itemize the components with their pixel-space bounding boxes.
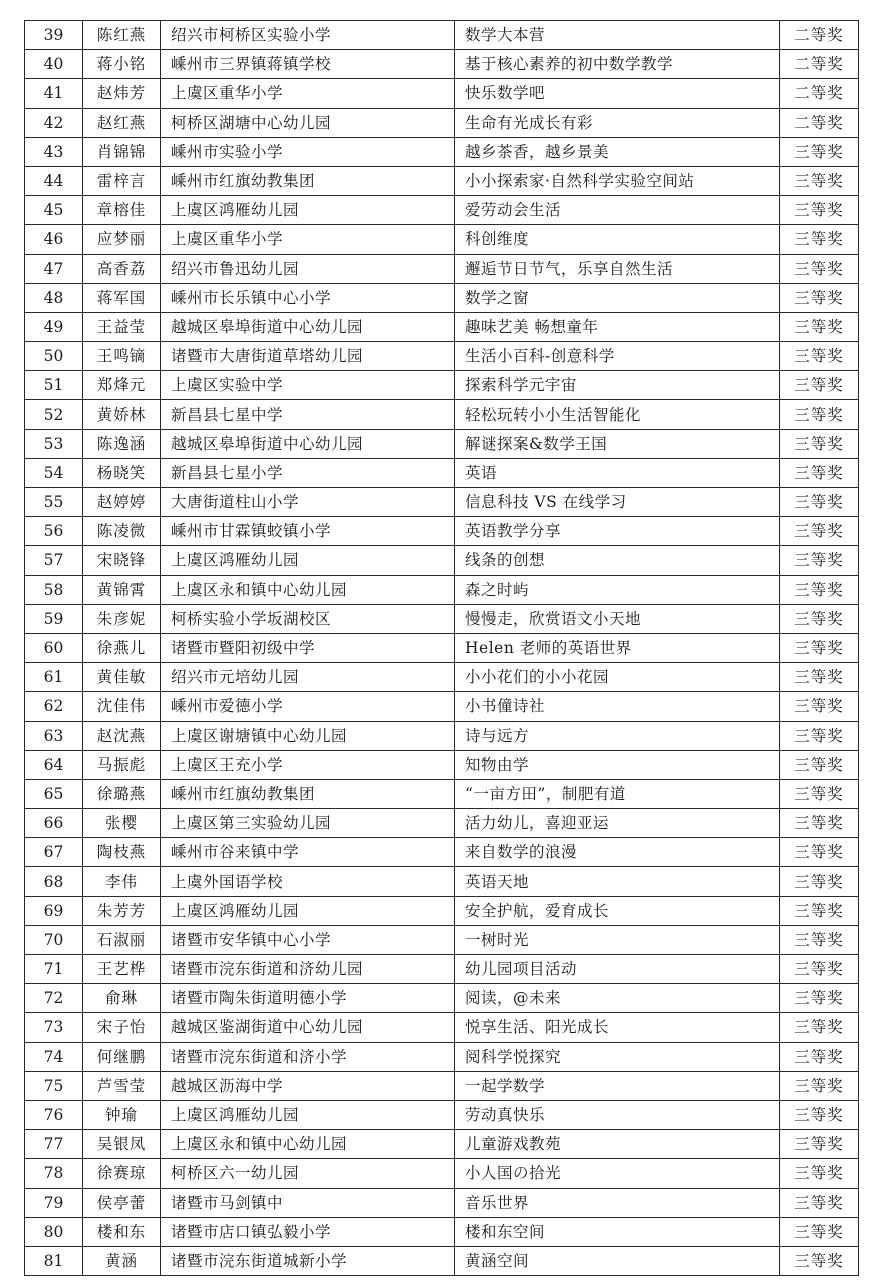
school-name: 上虞区第三实验幼儿园: [161, 809, 455, 838]
table-row: [25, 955, 859, 984]
project-title: 数学大本营: [455, 21, 780, 50]
project-title: 生命有光成长有彩: [455, 108, 780, 137]
project-title: 森之时屿: [455, 575, 780, 604]
school-name: 诸暨市暨阳初级中学: [161, 633, 455, 662]
table-row: [25, 371, 859, 400]
winner-name: 芦雪莹: [83, 1071, 161, 1100]
row-number: 45: [25, 196, 83, 225]
project-title: 一起学数学: [455, 1071, 780, 1100]
project-title: 邂逅节日节气，乐享自然生活: [455, 254, 780, 283]
project-title: 幼儿园项目活动: [455, 955, 780, 984]
winner-name: 肖锦锦: [83, 137, 161, 166]
award-level: 三等奖: [780, 867, 859, 896]
award-level: 三等奖: [780, 1071, 859, 1100]
winner-name: 赵婷婷: [83, 488, 161, 517]
table-row: [25, 984, 859, 1013]
school-name: 柯桥区六一幼儿园: [161, 1159, 455, 1188]
award-level: 三等奖: [780, 1100, 859, 1129]
table-row: [25, 79, 859, 108]
school-name: 越城区沥海中学: [161, 1071, 455, 1100]
row-number: 56: [25, 517, 83, 546]
project-title: 楼和东空间: [455, 1217, 780, 1246]
table-row: [25, 1188, 859, 1217]
winner-name: 张樱: [83, 809, 161, 838]
table-row: [25, 283, 859, 312]
row-number: 68: [25, 867, 83, 896]
award-level: 三等奖: [780, 429, 859, 458]
award-level: 三等奖: [780, 254, 859, 283]
table-row: [25, 1246, 859, 1275]
table-row: [25, 604, 859, 633]
row-number: 77: [25, 1130, 83, 1159]
winner-name: 黄锦霄: [83, 575, 161, 604]
table-row: [25, 108, 859, 137]
table-row: [25, 692, 859, 721]
winner-name: 蒋军国: [83, 283, 161, 312]
row-number: 40: [25, 50, 83, 79]
school-name: 嵊州市红旗幼教集团: [161, 166, 455, 195]
winner-name: 朱彦妮: [83, 604, 161, 633]
school-name: 新昌县七星中学: [161, 400, 455, 429]
winner-name: 赵沈燕: [83, 721, 161, 750]
school-name: 绍兴市鲁迅幼儿园: [161, 254, 455, 283]
school-name: 诸暨市安华镇中心小学: [161, 925, 455, 954]
project-title: 劳动真快乐: [455, 1100, 780, 1129]
winner-name: 高香荔: [83, 254, 161, 283]
school-name: 诸暨市浣东街道城新小学: [161, 1246, 455, 1275]
table-row: [25, 721, 859, 750]
school-name: 嵊州市红旗幼教集团: [161, 779, 455, 808]
project-title: 科创维度: [455, 225, 780, 254]
row-number: 54: [25, 458, 83, 487]
winner-name: 李伟: [83, 867, 161, 896]
table-row: [25, 137, 859, 166]
school-name: 诸暨市店口镇弘毅小学: [161, 1217, 455, 1246]
winner-name: 王鸣镝: [83, 342, 161, 371]
project-title: 小书僮诗社: [455, 692, 780, 721]
school-name: 上虞区永和镇中心幼儿园: [161, 1130, 455, 1159]
table-row: [25, 196, 859, 225]
winner-name: 黄娇林: [83, 400, 161, 429]
winner-name: 宋晓锋: [83, 546, 161, 575]
winner-name: 石淑丽: [83, 925, 161, 954]
table-row: [25, 458, 859, 487]
row-number: 61: [25, 663, 83, 692]
award-level: 三等奖: [780, 1217, 859, 1246]
row-number: 49: [25, 312, 83, 341]
project-title: 阅读，@未来: [455, 984, 780, 1013]
school-name: 上虞区鸿雁幼儿园: [161, 1100, 455, 1129]
table-row: [25, 1130, 859, 1159]
row-number: 51: [25, 371, 83, 400]
table-row: [25, 50, 859, 79]
school-name: 嵊州市爱德小学: [161, 692, 455, 721]
project-title: 黄涵空间: [455, 1246, 780, 1275]
project-title: 儿童游戏教苑: [455, 1130, 780, 1159]
award-level: 三等奖: [780, 196, 859, 225]
winner-name: 黄涵: [83, 1246, 161, 1275]
award-table: [24, 20, 859, 1276]
project-title: 小小花们的小小花园: [455, 663, 780, 692]
award-level: 三等奖: [780, 371, 859, 400]
row-number: 79: [25, 1188, 83, 1217]
school-name: 上虞外国语学校: [161, 867, 455, 896]
table-row: [25, 1217, 859, 1246]
row-number: 81: [25, 1246, 83, 1275]
winner-name: 徐燕儿: [83, 633, 161, 662]
winner-name: 应梦丽: [83, 225, 161, 254]
school-name: 上虞区重华小学: [161, 79, 455, 108]
table-row: [25, 312, 859, 341]
award-level: 三等奖: [780, 1042, 859, 1071]
row-number: 74: [25, 1042, 83, 1071]
table-row: [25, 838, 859, 867]
table-row: [25, 225, 859, 254]
table-row: [25, 1013, 859, 1042]
award-level: 三等奖: [780, 663, 859, 692]
table-row: [25, 575, 859, 604]
project-title: 轻松玩转小小生活智能化: [455, 400, 780, 429]
winner-name: 王益莹: [83, 312, 161, 341]
table-row: [25, 400, 859, 429]
award-level: 三等奖: [780, 575, 859, 604]
row-number: 76: [25, 1100, 83, 1129]
school-name: 上虞区鸿雁幼儿园: [161, 196, 455, 225]
row-number: 64: [25, 750, 83, 779]
project-title: 英语: [455, 458, 780, 487]
row-number: 39: [25, 21, 83, 50]
school-name: 诸暨市马剑镇中: [161, 1188, 455, 1217]
winner-name: 钟瑜: [83, 1100, 161, 1129]
award-level: 三等奖: [780, 137, 859, 166]
row-number: 75: [25, 1071, 83, 1100]
award-list-sheet: [24, 20, 858, 1276]
project-title: 探索科学元宇宙: [455, 371, 780, 400]
row-number: 78: [25, 1159, 83, 1188]
winner-name: 雷梓言: [83, 166, 161, 195]
row-number: 53: [25, 429, 83, 458]
award-level: 三等奖: [780, 312, 859, 341]
table-row: [25, 1159, 859, 1188]
award-level: 三等奖: [780, 925, 859, 954]
project-title: 生活小百科-创意科学: [455, 342, 780, 371]
row-number: 65: [25, 779, 83, 808]
row-number: 60: [25, 633, 83, 662]
table-row: [25, 809, 859, 838]
winner-name: 黄佳敏: [83, 663, 161, 692]
table-row: [25, 429, 859, 458]
row-number: 42: [25, 108, 83, 137]
row-number: 50: [25, 342, 83, 371]
award-level: 三等奖: [780, 984, 859, 1013]
school-name: 越城区皋埠街道中心幼儿园: [161, 312, 455, 341]
school-name: 柯桥区湖塘中心幼儿园: [161, 108, 455, 137]
award-level: 三等奖: [780, 283, 859, 312]
table-row: [25, 633, 859, 662]
school-name: 嵊州市甘霖镇蛟镇小学: [161, 517, 455, 546]
table-row: [25, 517, 859, 546]
award-level: 三等奖: [780, 721, 859, 750]
school-name: 嵊州市三界镇蒋镇学校: [161, 50, 455, 79]
project-title: 诗与远方: [455, 721, 780, 750]
row-number: 43: [25, 137, 83, 166]
project-title: 来自数学的浪漫: [455, 838, 780, 867]
winner-name: 陈凌微: [83, 517, 161, 546]
winner-name: 王艺桦: [83, 955, 161, 984]
award-level: 三等奖: [780, 1246, 859, 1275]
award-level: 三等奖: [780, 1188, 859, 1217]
project-title: 阅科学悦探究: [455, 1042, 780, 1071]
school-name: 诸暨市浣东街道和济小学: [161, 1042, 455, 1071]
project-title: 悦享生活、阳光成长: [455, 1013, 780, 1042]
school-name: 诸暨市陶朱街道明德小学: [161, 984, 455, 1013]
school-name: 上虞区鸿雁幼儿园: [161, 546, 455, 575]
project-title: 越乡茶香，越乡景美: [455, 137, 780, 166]
project-title: Helen 老师的英语世界: [455, 633, 780, 662]
winner-name: 徐赛琼: [83, 1159, 161, 1188]
winner-name: 蒋小铭: [83, 50, 161, 79]
project-title: 数学之窗: [455, 283, 780, 312]
winner-name: 马振彪: [83, 750, 161, 779]
school-name: 诸暨市大唐街道草塔幼儿园: [161, 342, 455, 371]
winner-name: 赵红燕: [83, 108, 161, 137]
project-title: 一树时光: [455, 925, 780, 954]
table-row: [25, 896, 859, 925]
row-number: 41: [25, 79, 83, 108]
project-title: 英语天地: [455, 867, 780, 896]
winner-name: 徐璐燕: [83, 779, 161, 808]
row-number: 46: [25, 225, 83, 254]
project-title: 快乐数学吧: [455, 79, 780, 108]
row-number: 44: [25, 166, 83, 195]
award-level: 三等奖: [780, 458, 859, 487]
table-row: [25, 1071, 859, 1100]
project-title: 小人国の拾光: [455, 1159, 780, 1188]
table-row: [25, 342, 859, 371]
row-number: 58: [25, 575, 83, 604]
winner-name: 赵炜芳: [83, 79, 161, 108]
table-row: [25, 488, 859, 517]
project-title: 线条的创想: [455, 546, 780, 575]
school-name: 越城区鉴湖街道中心幼儿园: [161, 1013, 455, 1042]
award-level: 三等奖: [780, 546, 859, 575]
project-title: 慢慢走，欣赏语文小天地: [455, 604, 780, 633]
project-title: 爱劳动会生活: [455, 196, 780, 225]
row-number: 70: [25, 925, 83, 954]
table-row: [25, 546, 859, 575]
winner-name: 沈佳伟: [83, 692, 161, 721]
school-name: 上虞区永和镇中心幼儿园: [161, 575, 455, 604]
row-number: 66: [25, 809, 83, 838]
award-level: 三等奖: [780, 809, 859, 838]
project-title: 小小探索家·自然科学实验空间站: [455, 166, 780, 195]
winner-name: 陶枝燕: [83, 838, 161, 867]
school-name: 上虞区王充小学: [161, 750, 455, 779]
table-row: [25, 254, 859, 283]
project-title: 信息科技 VS 在线学习: [455, 488, 780, 517]
award-level: 二等奖: [780, 21, 859, 50]
table-row: [25, 21, 859, 50]
row-number: 57: [25, 546, 83, 575]
school-name: 嵊州市实验小学: [161, 137, 455, 166]
winner-name: 侯亭蕾: [83, 1188, 161, 1217]
award-table-body: [25, 21, 859, 1276]
project-title: 安全护航，爱育成长: [455, 896, 780, 925]
award-level: 三等奖: [780, 166, 859, 195]
award-level: 三等奖: [780, 1159, 859, 1188]
table-row: [25, 1042, 859, 1071]
winner-name: 宋子怡: [83, 1013, 161, 1042]
award-level: 三等奖: [780, 955, 859, 984]
table-row: [25, 166, 859, 195]
award-level: 三等奖: [780, 517, 859, 546]
award-level: 三等奖: [780, 1130, 859, 1159]
table-row: [25, 663, 859, 692]
school-name: 上虞区谢塘镇中心幼儿园: [161, 721, 455, 750]
award-level: 二等奖: [780, 50, 859, 79]
winner-name: 何继鹏: [83, 1042, 161, 1071]
row-number: 48: [25, 283, 83, 312]
table-row: [25, 779, 859, 808]
project-title: 活力幼儿，喜迎亚运: [455, 809, 780, 838]
winner-name: 陈红燕: [83, 21, 161, 50]
award-level: 三等奖: [780, 488, 859, 517]
row-number: 71: [25, 955, 83, 984]
award-level: 三等奖: [780, 750, 859, 779]
row-number: 63: [25, 721, 83, 750]
table-row: [25, 867, 859, 896]
award-level: 三等奖: [780, 1013, 859, 1042]
winner-name: 陈逸涵: [83, 429, 161, 458]
row-number: 73: [25, 1013, 83, 1042]
project-title: 音乐世界: [455, 1188, 780, 1217]
award-level: 三等奖: [780, 225, 859, 254]
school-name: 大唐街道柱山小学: [161, 488, 455, 517]
row-number: 72: [25, 984, 83, 1013]
winner-name: 杨晓笑: [83, 458, 161, 487]
school-name: 上虞区鸿雁幼儿园: [161, 896, 455, 925]
table-row: [25, 925, 859, 954]
award-level: 三等奖: [780, 692, 859, 721]
row-number: 55: [25, 488, 83, 517]
project-title: 趣味艺美 畅想童年: [455, 312, 780, 341]
row-number: 52: [25, 400, 83, 429]
row-number: 62: [25, 692, 83, 721]
award-level: 三等奖: [780, 838, 859, 867]
award-level: 三等奖: [780, 633, 859, 662]
school-name: 诸暨市浣东街道和济幼儿园: [161, 955, 455, 984]
row-number: 47: [25, 254, 83, 283]
school-name: 新昌县七星小学: [161, 458, 455, 487]
row-number: 59: [25, 604, 83, 633]
project-title: 基于核心素养的初中数学教学: [455, 50, 780, 79]
school-name: 嵊州市长乐镇中心小学: [161, 283, 455, 312]
award-level: 三等奖: [780, 779, 859, 808]
school-name: 柯桥实验小学坂湖校区: [161, 604, 455, 633]
winner-name: 俞琳: [83, 984, 161, 1013]
award-level: 二等奖: [780, 79, 859, 108]
project-title: 知物由学: [455, 750, 780, 779]
award-level: 三等奖: [780, 896, 859, 925]
award-level: 二等奖: [780, 108, 859, 137]
project-title: “一亩方田”，制肥有道: [455, 779, 780, 808]
row-number: 80: [25, 1217, 83, 1246]
award-level: 三等奖: [780, 604, 859, 633]
table-row: [25, 750, 859, 779]
winner-name: 章榕佳: [83, 196, 161, 225]
row-number: 67: [25, 838, 83, 867]
school-name: 上虞区实验中学: [161, 371, 455, 400]
award-level: 三等奖: [780, 400, 859, 429]
school-name: 绍兴市柯桥区实验小学: [161, 21, 455, 50]
project-title: 英语教学分享: [455, 517, 780, 546]
winner-name: 吴银凤: [83, 1130, 161, 1159]
winner-name: 郑烽元: [83, 371, 161, 400]
winner-name: 楼和东: [83, 1217, 161, 1246]
school-name: 嵊州市谷来镇中学: [161, 838, 455, 867]
school-name: 越城区皋埠街道中心幼儿园: [161, 429, 455, 458]
award-level: 三等奖: [780, 342, 859, 371]
table-row: [25, 1100, 859, 1129]
school-name: 上虞区重华小学: [161, 225, 455, 254]
row-number: 69: [25, 896, 83, 925]
project-title: 解谜探案&数学王国: [455, 429, 780, 458]
winner-name: 朱芳芳: [83, 896, 161, 925]
school-name: 绍兴市元培幼儿园: [161, 663, 455, 692]
